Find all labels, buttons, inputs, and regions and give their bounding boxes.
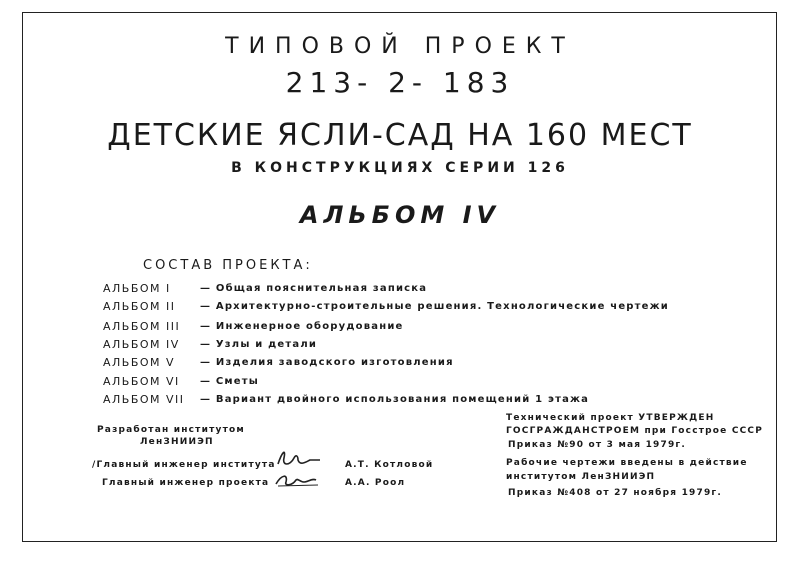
album-name: АЛЬБОМ VI bbox=[103, 375, 180, 388]
chief-project-name: А.А. Роол bbox=[345, 478, 406, 488]
project-title: ДЕТСКИЕ ЯСЛИ-САД НА 160 МЕСТ bbox=[107, 118, 693, 153]
approval-line: институтом ЛенЗНИИЭП bbox=[506, 472, 656, 482]
series-note: В КОНСТРУКЦИЯХ СЕРИИ 126 bbox=[231, 160, 569, 176]
developer-label: Разработан институтом bbox=[97, 425, 245, 435]
developer-institute: ЛенЗНИИЭП bbox=[140, 437, 214, 447]
album-name: АЛЬБОМ III bbox=[103, 320, 181, 333]
album-name: АЛЬБОМ IV bbox=[103, 338, 180, 351]
album-desc: — Архитектурно-строительные решения. Технологические чертежи bbox=[200, 301, 669, 312]
album-desc: — Инженерное оборудование bbox=[200, 321, 404, 332]
album-name: АЛЬБОМ I bbox=[103, 282, 171, 295]
approval-line: Рабочие чертежи введены в действие bbox=[506, 458, 748, 468]
album-name: АЛЬБОМ V bbox=[103, 356, 176, 369]
album-name: АЛЬБОМ II bbox=[103, 300, 176, 313]
album-desc: — Изделия заводского изготовления bbox=[200, 357, 454, 368]
composition-heading: СОСТАВ ПРОЕКТА: bbox=[143, 258, 313, 273]
approval-line: Приказ №408 от 27 ноября 1979г. bbox=[508, 488, 722, 498]
album-title: АЛЬБОМ IV bbox=[299, 201, 501, 229]
chief-institute-label: /Главный инженер института bbox=[92, 460, 276, 470]
chief-project-label: Главный инженер проекта bbox=[102, 478, 270, 488]
project-code: 213- 2- 183 bbox=[285, 66, 515, 99]
album-name: АЛЬБОМ VII bbox=[103, 393, 185, 406]
signature-chief-institute bbox=[272, 444, 324, 472]
approval-line: ГОСГРАЖДАНСТРОЕМ при Госстрое СССР bbox=[506, 426, 764, 436]
album-desc: — Узлы и детали bbox=[200, 339, 318, 350]
album-desc: — Общая пояснительная записка bbox=[200, 283, 428, 294]
signature-chief-project bbox=[272, 470, 324, 490]
doc-type: ТИПОВОЙ ПРОЕКТ bbox=[225, 34, 575, 59]
chief-institute-name: А.Т. Котловой bbox=[345, 460, 434, 470]
approval-line: Технический проект УТВЕРЖДЕН bbox=[506, 413, 715, 423]
album-desc: — Сметы bbox=[200, 376, 260, 387]
approval-line: Приказ №90 от 3 мая 1979г. bbox=[508, 440, 686, 450]
album-desc: — Вариант двойного использования помещений 1 этажа bbox=[200, 394, 590, 405]
